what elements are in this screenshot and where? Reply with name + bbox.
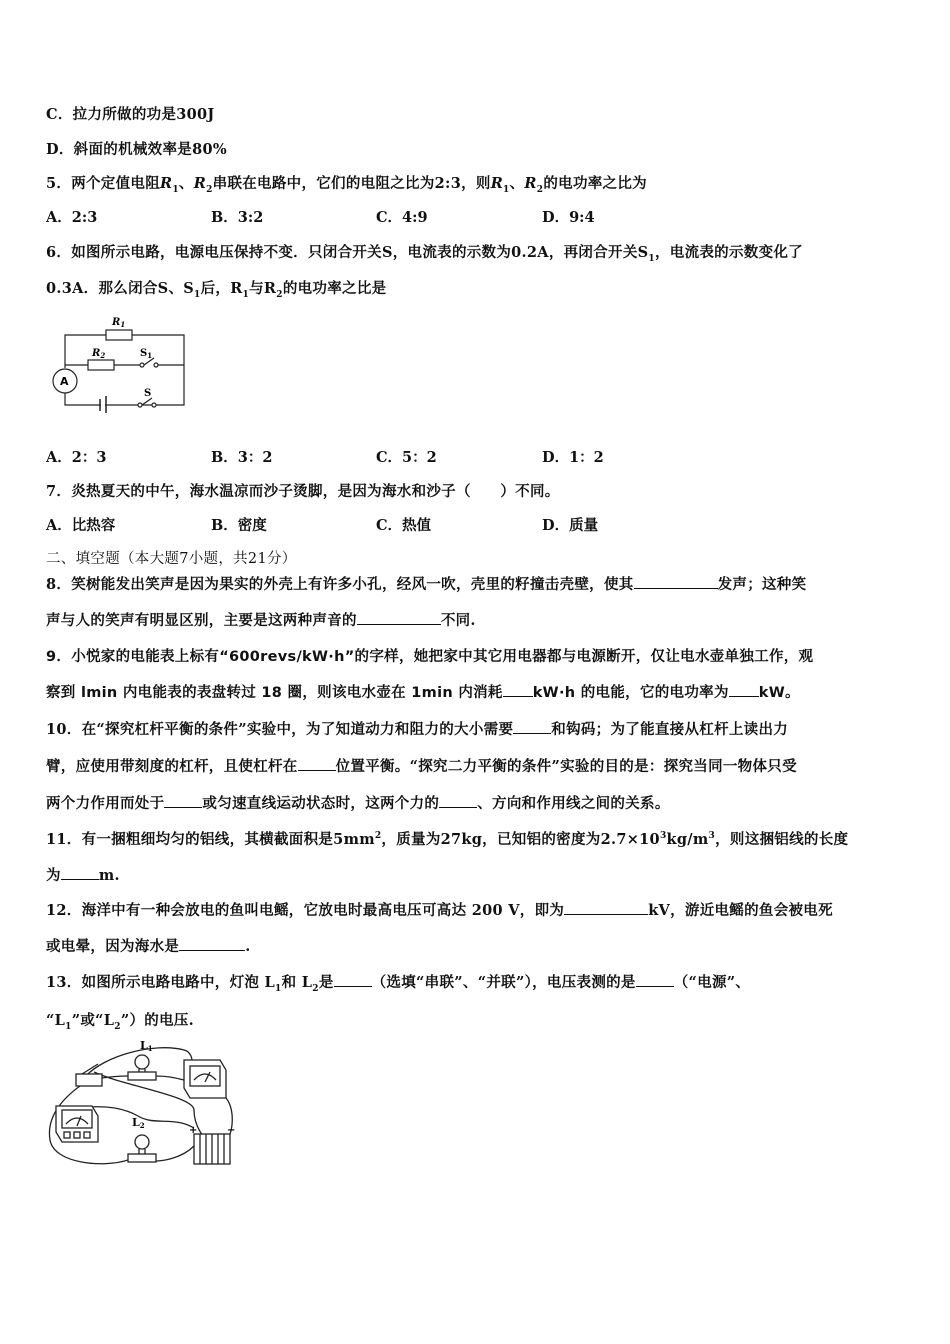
blank [564, 900, 648, 915]
q6-option-c: C．5：2 [376, 449, 437, 466]
label-s: S [144, 388, 152, 399]
q6-stem-line2: 0.3A．那么闭合S、$S_1$后，$R_1$与$R_2$的电功率之比是 [46, 280, 387, 300]
blank [503, 682, 533, 697]
battery-plus: + [189, 1125, 198, 1136]
q10-line1: 10．在“探究杠杆平衡的条件”实验中，为了知道动力和阻力的大小需要 和钩码；为了能直接从杠杆上读出力 [46, 721, 789, 738]
q6-stem-line1: 6．如图所示电路，电源电压保持不变．只闭合开关S，电流表的示数为0.2A，再闭合开关$S_1$，电流表的示数变化了 [46, 244, 803, 264]
q6-option-a: A．2：3 [46, 449, 107, 466]
label-s1: $S_1$ [140, 348, 153, 360]
label-r1: $R_1$ [112, 317, 126, 329]
q8-line1: 8．笑树能发出笑声是因为果实的外壳上有许多小孔，经风一吹，壳里的籽撞击壳壁，使其 发声；这种笑 [46, 576, 807, 593]
label-r2: $R_2$ [92, 348, 106, 360]
blank [61, 865, 99, 880]
q8-line2: 声与人的笑声有明显区别，主要是这两种声音的 不同. [46, 612, 476, 629]
q10-line3: 两个力作用而处于 或匀速直线运动状态时，这两个力的 、方向和作用线之间的关系。 [46, 795, 670, 812]
q7-option-c: C．热值 [376, 517, 432, 534]
q13-circuit-diagram [44, 1036, 244, 1174]
label-l2: L2 [132, 1116, 145, 1130]
blank [513, 719, 551, 734]
q12-line2: 或电晕，因为海水是 . [46, 938, 251, 955]
blank [334, 972, 372, 987]
q5-option-a: A．2:3 [46, 209, 98, 226]
q12-line1: 12．海洋中有一种会放电的鱼叫电鳐，它放电时最高电压可高达 200 V，即为 kV，游近电鳐的鱼会被电死 [46, 902, 833, 919]
blank [439, 793, 477, 808]
q13-line1: 13．如图所示电路电路中，灯泡 $L_1$和 $L_2$是 （选填“串联”、“并联”），电压表测的是 （“电源”、 [46, 974, 751, 994]
q6-circuit-diagram [48, 308, 193, 413]
q13-line2: “$L_1$”或“$L_2$”）的电压. [46, 1012, 195, 1032]
q5-option-d: D．9:4 [542, 209, 595, 226]
q5-stem: 5．两个定值电阻$R_1$、$R_2$串联在电路中，它们的电阻之比为2:3，则$R_1$、$R_2$的电功率之比为 [46, 175, 647, 195]
q9-line2: 察到 lmin 内电能表的表盘转过 18 圈，则该电水壶在 1min 内消耗 kW·h 的电能，它的电功率为 kW。 [46, 681, 800, 702]
blank [634, 574, 718, 589]
prev-option-d: D．斜面的机械效率是80% [46, 141, 227, 158]
q5-option-c: C．4:9 [376, 209, 428, 226]
blank [729, 682, 759, 697]
q7-option-a: A．比热容 [46, 517, 116, 534]
q7-option-b: B．密度 [211, 517, 267, 534]
blank [357, 610, 441, 625]
q6-option-d: D．1：2 [542, 449, 604, 466]
q11-line1: 11．有一捆粗细均匀的铝线，其横截面积是$5mm^2$，质量为27kg，已知铝的密度为$2.7\times 10^3kg/m^3$，则这捆铝线的长度 [46, 831, 849, 848]
blank [636, 972, 674, 987]
battery-minus: − [227, 1125, 236, 1136]
q7-option-d: D．质量 [542, 517, 599, 534]
ammeter-label: A [60, 375, 69, 388]
q5-option-b: B．3:2 [211, 209, 264, 226]
q10-line2: 臂，应使用带刻度的杠杆，且使杠杆在 位置平衡。“探究二力平衡的条件”实验的目的是：探究当同一物体只受 [46, 758, 797, 775]
q6-option-b: B．3：2 [211, 449, 273, 466]
blank [298, 756, 336, 771]
q11-line2: 为 m. [46, 867, 120, 884]
label-l1: L1 [140, 1039, 153, 1053]
section-title: 二、填空题（本大题7小题，共21分） [46, 551, 297, 567]
q9-line1: 9．小悦家的电能表上标有“600revs/kW·h”的字样，她把家中其它用电器都与电源断开，仅让电水壶单独工作，观 [46, 649, 814, 665]
prev-option-c: C．拉力所做的功是300J [46, 106, 215, 123]
q7-stem: 7．炎热夏天的中午，海水温凉而沙子烫脚，是因为海水和沙子（ ）不同。 [46, 483, 560, 500]
blank [179, 936, 245, 951]
blank [164, 793, 202, 808]
